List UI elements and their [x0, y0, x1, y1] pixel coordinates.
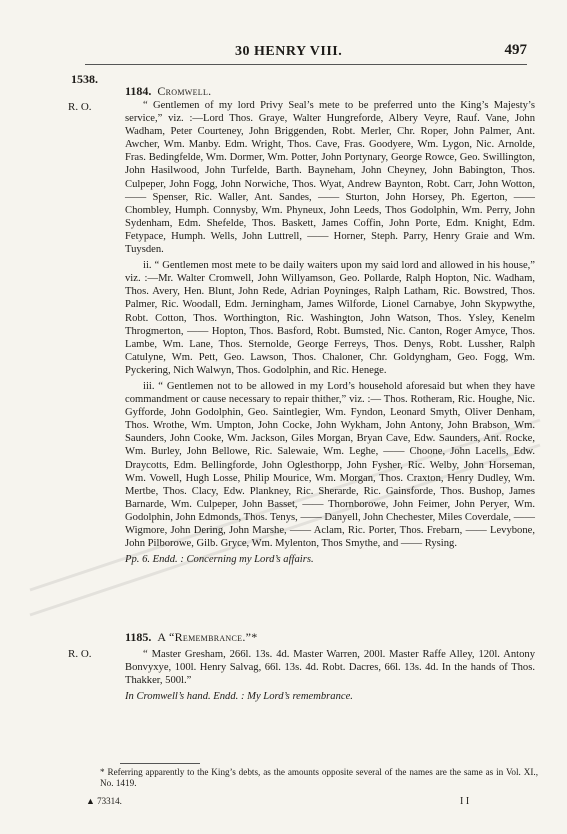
- entry-1184-number: 1184.: [125, 84, 152, 98]
- entry-1184-body: [125, 99, 535, 566]
- entry-1184-para-3: iii. “ Gentlemen not to be allowed in my Lord’s household aforesaid but when they have commandment or cause necessary to repair thither,” viz. :— Thos. Rotheram, Ric. Houghe, Nic. Gyfforde, John Godolphin, Geo. Saintlegier, Wm. Fyndon, Leonard Smyth, Oliver Denham, Thos. Wrothe, Wm. Umpton, John Cocke, John Wykham, John Antony, John Brabson, Wm. Saunders, John Cooke, Wm. Jackson, Giles Morgan, Bryan Cave, Edw. Saunders, Ant. Rocke, Wm. Burley, John Bellowe, Ric. Salewaie, Wm. Leghe, —— Choone, John Lacells, Edw. Draycotts, Edm. Bellingforde, John Oglesthorpp, John Fysher, Ric. Welby, John Horseman, Wm. Vowell, Hugh Losse, Philip Mourice, Wm. Morgan, Thos. Craxton, Henry Dudley, Wm. Mertbe, Thos. Clacy, Edw. Plankney, Ric. Sherarde, Ric. Gainsforde, Thos. Bushop, James Barnarde, Wm. Culpeper, John Basset, —— Thornborowe, John Feimer, John Peryer, Wm. Godolphin, John Edmonds, Thos. Tenys, —— Danyell, John Chechester, Miles Coverdale, —— Wigmore, John Dering, John Marshe, —— Aclam, Ric. Porter, Thos. Frebarn, —— Levybone, John Pilborowe, Gilb. Gryce, Wm. Mylenton, Thos Smythe, and —— Rysing.: [125, 380, 535, 550]
- entry-1184-para-2: ii. “ Gentlemen most mete to be daily waiters upon my said lord and allowed in his house,” viz. :—Mr. Walter Cromwell, John Willyamson, Geo. Pollarde, Ralph Hopton, Nic. Wadham, Thos. Avery, Hen. Blunt, John Rede, Adrian Poyninges, Ralph Latham, Ric. Bowstred, Thos. Palmer, Ric. Woodall, Edm. Jerningham, James Wilforde, Lionel Carnabye, John Skypwythe, Robt. Cotton, Thos. Worthington, Ric. Washington, John Watson, Thos. Ysley, Kenelm Throgmerton, —— Hopton, Thos. Basford, Robt. Bumsted, Nic. Canton, Roger Amyce, Thos. Lambe, Wm. Lane, Thos. Sternolde, George Ferreys, Thos. Denys, Robt. Lussher, Ralph Catulyne, Wm. Pett, Geo. Lawson, Thos. Chaloner, Chr. Goldyngham, Geo. Fogg, Wm. Pyckering, Nich Walwyn, Thos. Godolphin, and Ric. Henege.: [125, 260, 535, 376]
- header-rule: [85, 64, 527, 65]
- entry-1184-name: Cromwell.: [157, 84, 212, 98]
- entry-1185-body: [125, 648, 535, 703]
- year-marker: 1538.: [71, 72, 98, 86]
- entry-1184-para-1: “ Gentlemen of my lord Privy Seal’s mete to be preferred unto the King’s Majesty’s service,” viz. :—Lord Thos. Graye, Walter Hungreforde, Albery Veyre, Rauf. Vane, John Wadham, Peter Courteney, John Briggenden, Robt. Merler, Chr. Roper, John Palmer, Ant. Awcher, Wm. Manby. Edm. Wright, Thos. Cave, Fras. Goodyere, Wm. Lygon, Nic. Arnolde, Fras. Bedingfelde, Wm. Dormer, Wm. Potter, John Portynary, George Rowce, Geo. Swillington, John Hasilwood, John Turfelde, Barth. Bayneham, John Cheyney, John Babington, Thos. Culpeper, John Fogg, John Norwiche, Thos. Wyat, Andrew Baynton, Robt. Carr, John Wotton, —— Spenser, Ric. Waller, Ant. Sandes, —— Sturton, John Horsey, Ph. Egerton, —— Chombley, Humph. Connysby, Wm. Phyneux, John Leeds, Thos Godolphin, Wm. Perry, John Sydenham, Edm. Shefelde, Thos. Baskett, James Coffin, John Porte, Edm. Knight, Edm. Fetypace, Humph. Wells, John Luttrell, —— Horner, Steph. Parry, Henry Graie and Wm. Tuysden.: [125, 100, 535, 256]
- page-number: 497: [504, 42, 527, 58]
- entry-1185-para-1: “ Master Gresham, 266l. 13s. 4d. Master Warren, 200l. Master Raffe Alley, 120l. Antony Bonvyxye, 100l. Henry Salvag, 66l. 13s. 4d. Robt. Dacres, 66l. 13s. 4d. In the hands of Thos. Thakker, 500l.”: [125, 649, 535, 687]
- running-head-title: 30 HENRY VIII.: [235, 44, 343, 59]
- footnote: * Referring apparently to the King’s debts, as the amounts opposite several of the names are the same as in Vol. XI., No. 1419.: [100, 767, 538, 788]
- entry-1185-number: 1185.: [125, 630, 152, 644]
- entry-1184-heading: [125, 84, 212, 99]
- entry-1185-heading: [125, 630, 258, 645]
- footnote-rule: [120, 763, 200, 764]
- entry-1184-source: R. O.: [68, 101, 92, 113]
- entry-1185-source: R. O.: [68, 648, 92, 660]
- entry-1184-endorsement: Pp. 6. Endd. : Concerning my Lord’s affairs.: [125, 554, 314, 566]
- printer-signature: ▲ 73314.: [86, 796, 122, 806]
- entry-1185-endorsement: In Cromwell’s hand. Endd. : My Lord’s remembrance.: [125, 691, 353, 703]
- running-head: [0, 44, 567, 64]
- signature-mark: I I: [460, 796, 470, 807]
- entry-1185-name: A “Remembrance.”*: [157, 630, 258, 644]
